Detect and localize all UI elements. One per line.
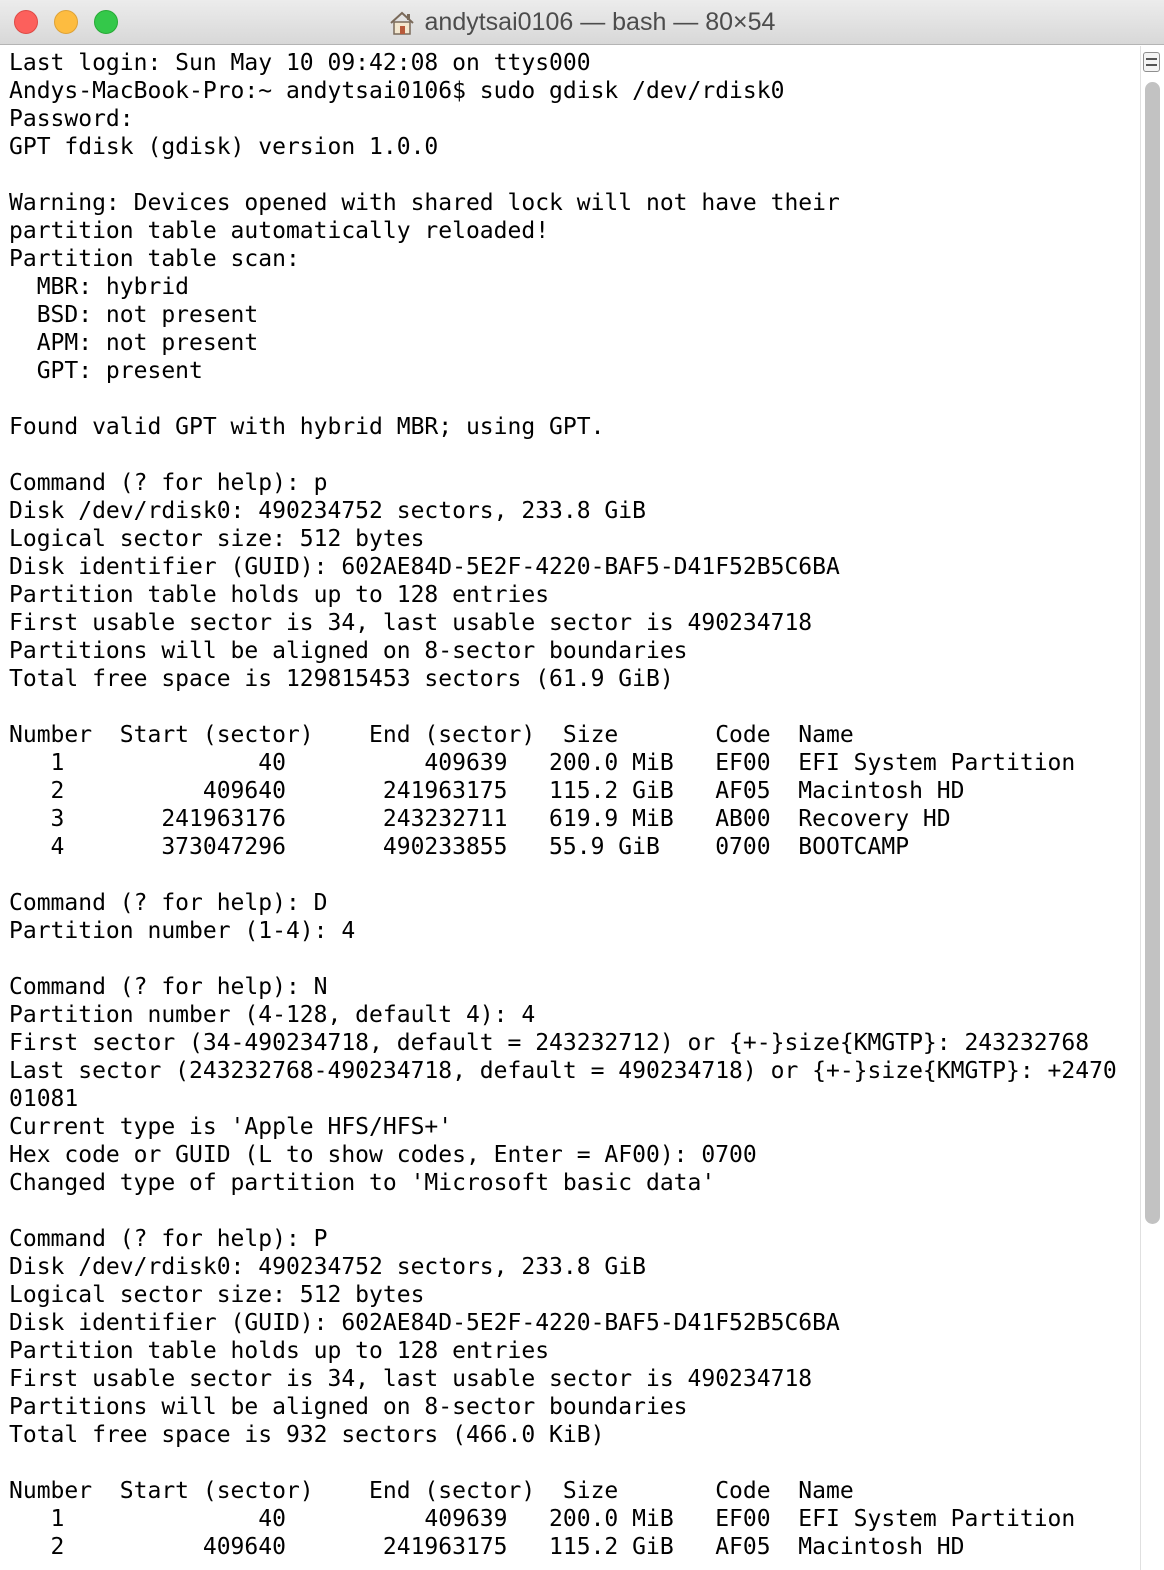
terminal-output[interactable] <box>9 49 1139 1561</box>
terminal-line: Warning: Devices opened with shared lock will not have their <box>9 190 840 216</box>
terminal-line: Command (? for help): N <box>9 974 328 1000</box>
terminal-line: 2 409640 241963175 115.2 GiB AF05 Macintosh HD <box>9 778 965 804</box>
terminal-line: Command (? for help): p <box>9 470 328 496</box>
terminal-line: Disk /dev/rdisk0: 490234752 sectors, 233.8 GiB <box>9 1254 646 1280</box>
terminal-line: GPT: present <box>9 358 203 384</box>
terminal-line: Partition table scan: <box>9 246 300 272</box>
terminal-line: Changed type of partition to 'Microsoft basic data' <box>9 1170 716 1196</box>
terminal-line: BSD: not present <box>9 302 259 328</box>
terminal-line <box>9 385 1139 413</box>
terminal-line: Password: <box>9 106 134 132</box>
scrollbar-thumb[interactable] <box>1145 82 1160 1224</box>
terminal-line: 3 241963176 243232711 619.9 MiB AB00 Recovery HD <box>9 806 951 832</box>
terminal-line: Command (? for help): P <box>9 1226 328 1252</box>
terminal-line: MBR: hybrid <box>9 274 190 300</box>
terminal-line: First usable sector is 34, last usable sector is 490234718 <box>9 610 813 636</box>
terminal-line: GPT fdisk (gdisk) version 1.0.0 <box>9 134 439 160</box>
terminal-line: First usable sector is 34, last usable sector is 490234718 <box>9 1366 813 1392</box>
terminal-line <box>9 861 1139 889</box>
terminal-line: 4 373047296 490233855 55.9 GiB 0700 BOOTCAMP <box>9 834 910 860</box>
terminal-line: Partition number (1-4): 4 <box>9 918 356 944</box>
terminal-line <box>9 693 1139 721</box>
terminal-line <box>9 441 1139 469</box>
terminal-line: Disk identifier (GUID): 602AE84D-5E2F-4220-BAF5-D41F52B5C6BA <box>9 554 840 580</box>
terminal-line: Partition table holds up to 128 entries <box>9 582 550 608</box>
terminal-line: APM: not present <box>9 330 259 356</box>
terminal-line <box>9 161 1139 189</box>
terminal-line: Number Start (sector) End (sector) Size Code Name <box>9 1478 854 1504</box>
terminal-line: Total free space is 129815453 sectors (61.9 GiB) <box>9 666 674 692</box>
terminal-line: Found valid GPT with hybrid MBR; using GPT. <box>9 414 605 440</box>
terminal-line: Hex code or GUID (L to show codes, Enter = AF00): 0700 <box>9 1142 757 1168</box>
window-title: andytsai0106 — bash — 80×54 <box>424 8 776 36</box>
terminal-line <box>9 1449 1139 1477</box>
terminal-line: First sector (34-490234718, default = 243232712) or {+-}size{KMGTP}: 243232768 <box>9 1030 1090 1056</box>
terminal-line: Partition number (4-128, default 4): 4 <box>9 1002 536 1028</box>
title-bar[interactable] <box>0 0 1164 45</box>
terminal-line: Command (? for help): D <box>9 890 328 916</box>
split-pane-icon[interactable] <box>1143 52 1160 72</box>
terminal-line: Andys-MacBook-Pro:~ andytsai0106$ sudo gdisk /dev/rdisk0 <box>9 78 785 104</box>
terminal-line: 1 40 409639 200.0 MiB EF00 EFI System Partition <box>9 750 1076 776</box>
terminal-line: Disk /dev/rdisk0: 490234752 sectors, 233.8 GiB <box>9 498 646 524</box>
terminal-line <box>9 1197 1139 1225</box>
terminal-line: 01081 <box>9 1086 79 1112</box>
terminal-line: Partitions will be aligned on 8-sector boundaries <box>9 1394 688 1420</box>
terminal-line: Number Start (sector) End (sector) Size Code Name <box>9 722 854 748</box>
terminal-line: Logical sector size: 512 bytes <box>9 1282 425 1308</box>
terminal-line: Last sector (243232768-490234718, default = 490234718) or {+-}size{KMGTP}: +2470 <box>9 1058 1117 1084</box>
terminal-line: 2 409640 241963175 115.2 GiB AF05 Macintosh HD <box>9 1534 965 1560</box>
terminal-line <box>9 945 1139 973</box>
terminal-line: Last login: Sun May 10 09:42:08 on ttys000 <box>9 50 591 76</box>
terminal-line: partition table automatically reloaded! <box>9 218 550 244</box>
terminal-line: Total free space is 932 sectors (466.0 KiB) <box>9 1422 605 1448</box>
terminal-line: Partitions will be aligned on 8-sector boundaries <box>9 638 688 664</box>
terminal-line: Current type is 'Apple HFS/HFS+' <box>9 1114 453 1140</box>
window-title-area <box>0 0 1164 45</box>
terminal-line: Partition table holds up to 128 entries <box>9 1338 550 1364</box>
terminal-line: 1 40 409639 200.0 MiB EF00 EFI System Partition <box>9 1506 1076 1532</box>
home-icon <box>389 11 415 35</box>
terminal-line: Disk identifier (GUID): 602AE84D-5E2F-4220-BAF5-D41F52B5C6BA <box>9 1310 840 1336</box>
terminal-line: Logical sector size: 512 bytes <box>9 526 425 552</box>
